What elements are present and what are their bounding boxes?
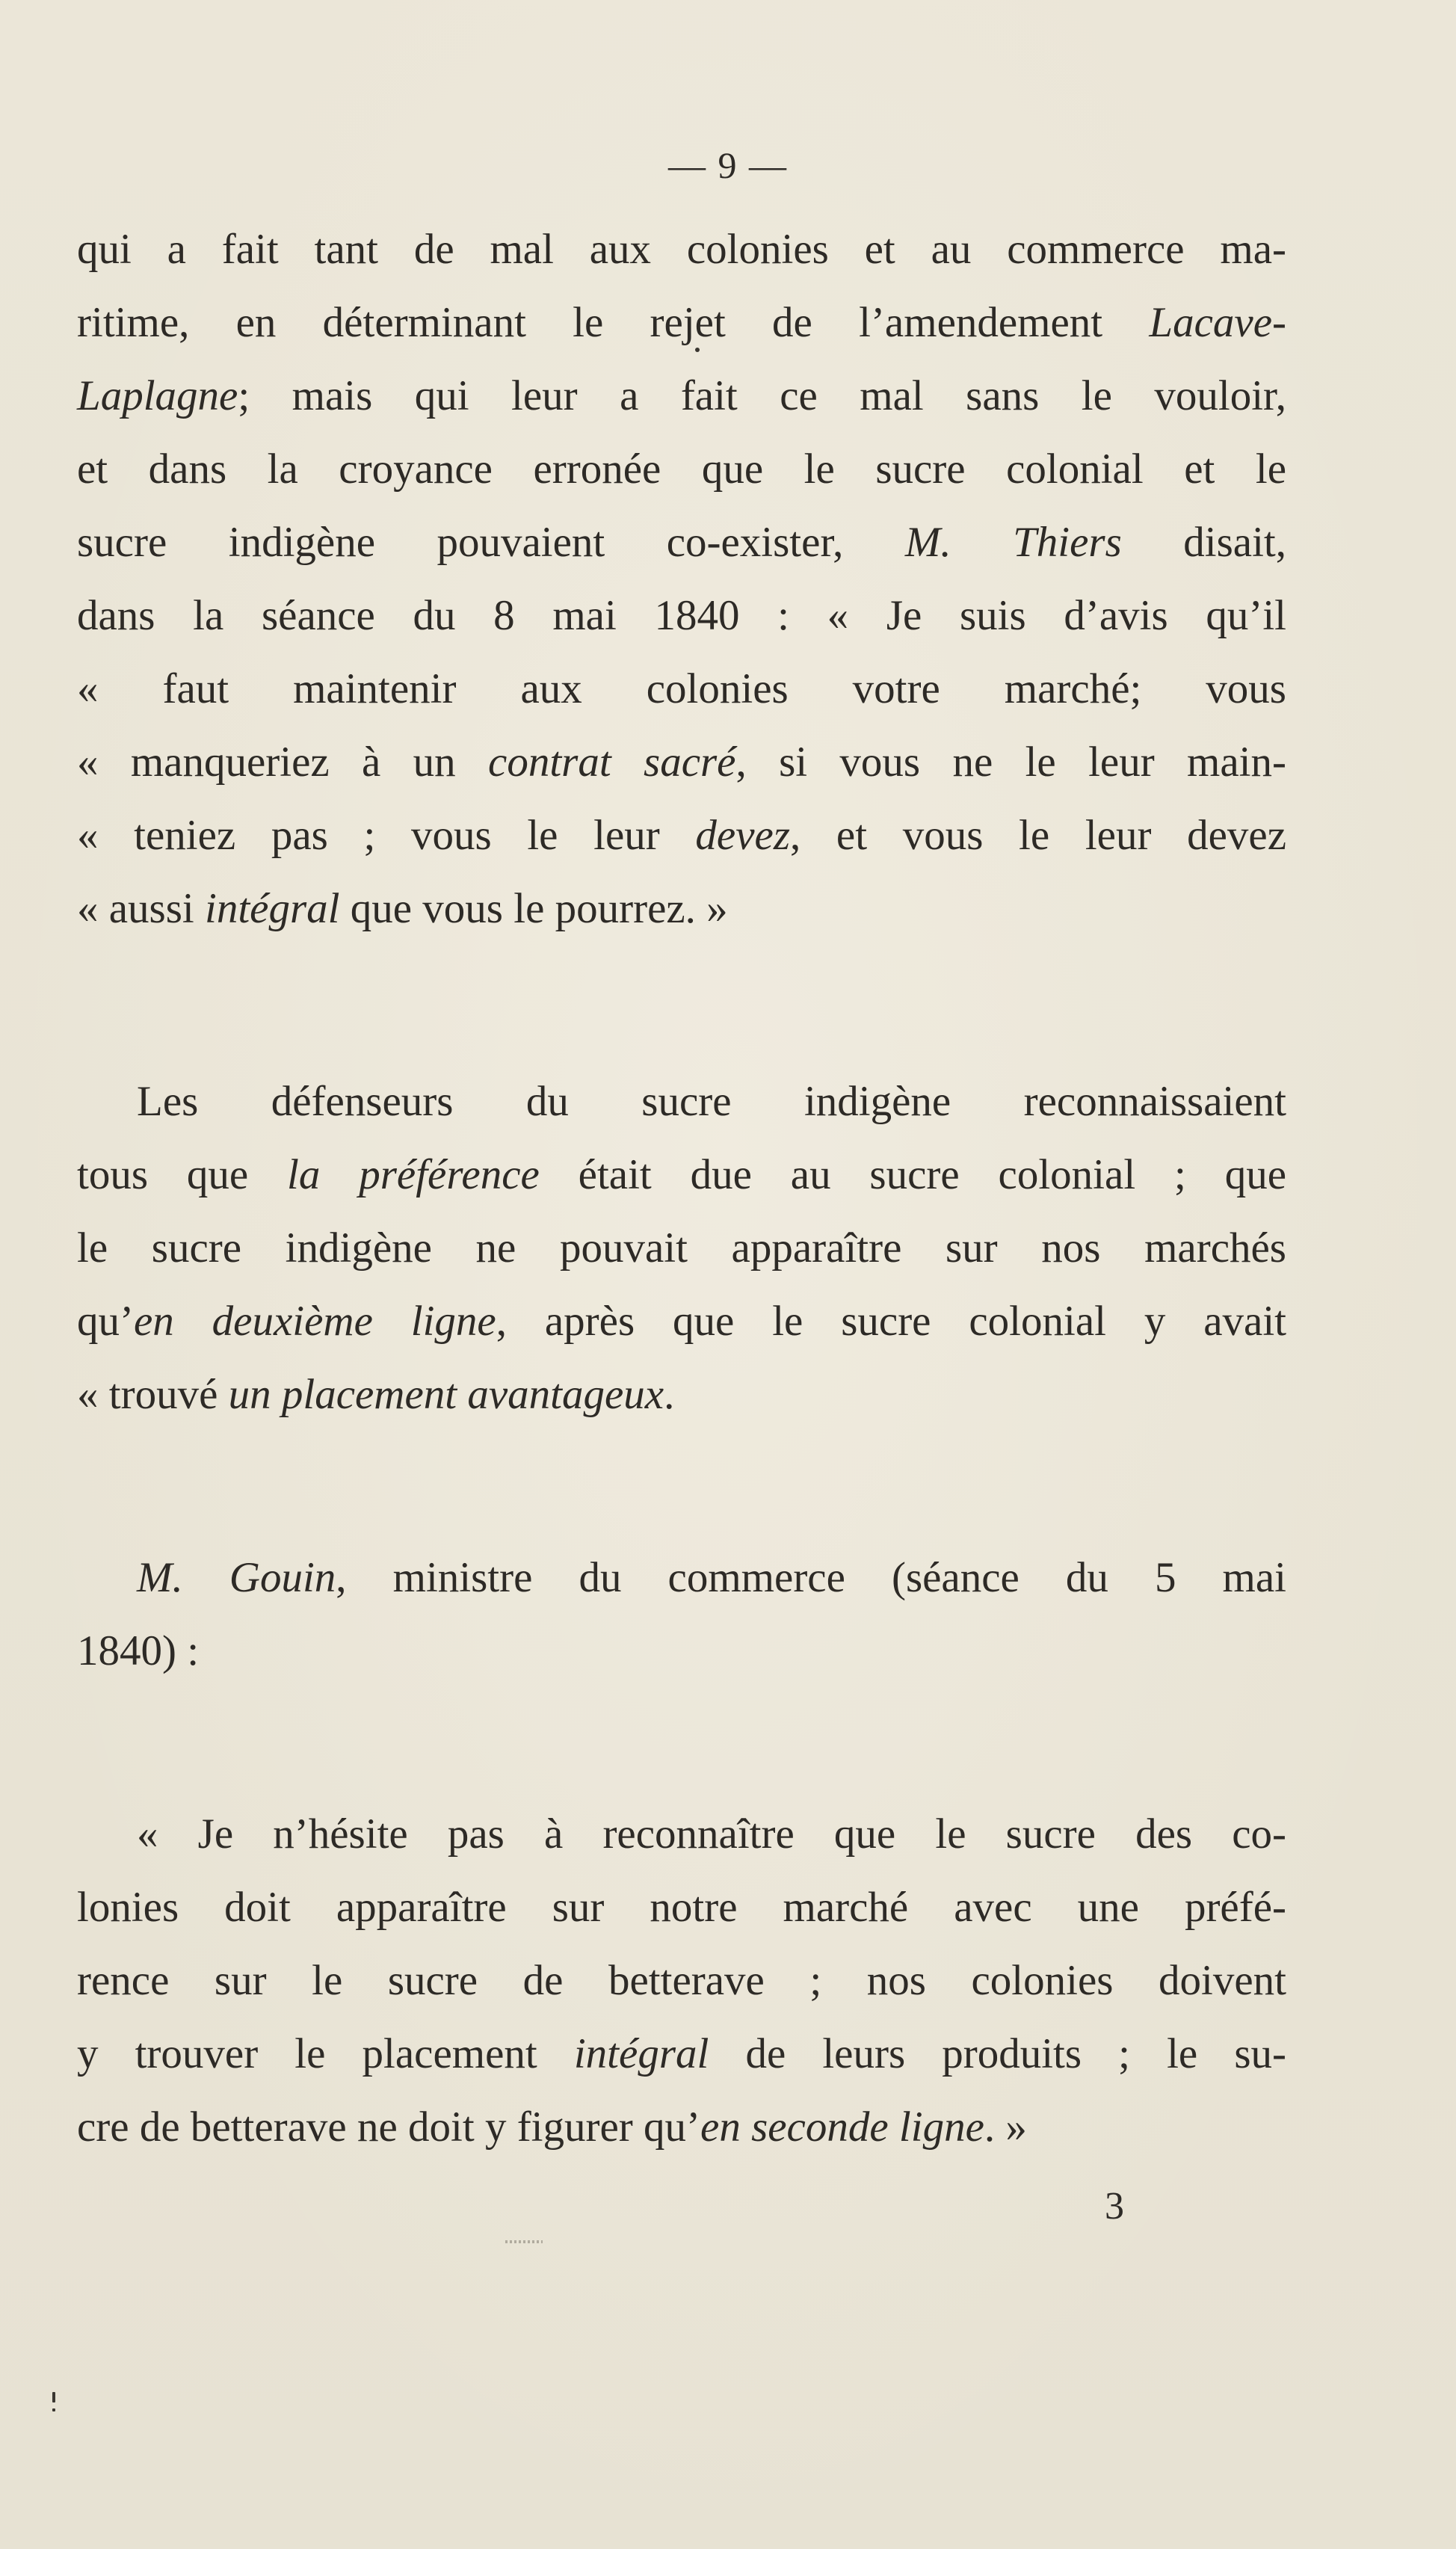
text-run: qu’ bbox=[77, 1298, 134, 1345]
text-line bbox=[77, 1871, 1286, 1944]
italic-run: un placement avantageux bbox=[228, 1371, 664, 1418]
text-line bbox=[77, 506, 1286, 579]
text-run: tous que bbox=[77, 1151, 288, 1198]
text-run: 1840) : bbox=[77, 1627, 200, 1674]
text-run: « aussi bbox=[77, 885, 205, 932]
text-run: disait, bbox=[1121, 519, 1286, 566]
text-line bbox=[77, 726, 1286, 799]
paragraph-gouin-intro bbox=[77, 1541, 1286, 1688]
italic-run: M. Gouin bbox=[137, 1554, 336, 1601]
text-line bbox=[77, 872, 1286, 946]
text-line bbox=[77, 1615, 1286, 1688]
italic-run: en seconde ligne bbox=[700, 2103, 984, 2151]
text-run: dans la séance du 8 mai 1840 : « Je suis d’avis qu’il bbox=[77, 592, 1286, 639]
italic-run: contrat sacré bbox=[488, 739, 736, 786]
text-run: lonies doit apparaître sur notre marché avec une préfé- bbox=[77, 1884, 1286, 1931]
text-run: , ministre du commerce (séance du 5 mai bbox=[336, 1554, 1286, 1601]
text-run: . bbox=[664, 1371, 675, 1418]
text-line bbox=[77, 433, 1286, 506]
page-number: — 9 — bbox=[668, 144, 788, 186]
italic-run: en deuxième ligne bbox=[133, 1298, 496, 1345]
ink-speck bbox=[695, 348, 700, 352]
text-line bbox=[77, 1285, 1286, 1358]
text-run: qui a fait tant de mal aux colonies et au commerce ma- bbox=[77, 226, 1286, 273]
italic-run: intégral bbox=[205, 885, 340, 932]
text-line bbox=[77, 1138, 1286, 1212]
text-line bbox=[77, 2091, 1286, 2164]
text-run: rence sur le sucre de betterave ; nos colonies doivent bbox=[77, 1957, 1286, 2004]
text-line bbox=[77, 1944, 1286, 2018]
text-line bbox=[77, 360, 1286, 433]
italic-run: intégral bbox=[573, 2030, 709, 2077]
italic-run: la préférence bbox=[287, 1151, 540, 1198]
text-run: , après que le sucre colonial y avait bbox=[496, 1298, 1287, 1345]
text-line bbox=[77, 799, 1286, 872]
italic-run: M. Thiers bbox=[904, 519, 1122, 566]
text-run: « manqueriez à un bbox=[77, 739, 489, 786]
text-line bbox=[77, 213, 1286, 286]
paragraph-thiers-quote bbox=[77, 213, 1286, 946]
ink-speck bbox=[52, 2408, 55, 2411]
text-line bbox=[77, 1358, 1286, 1431]
text-line bbox=[77, 1065, 1286, 1138]
text-run: « trouvé bbox=[77, 1371, 229, 1418]
ink-speck bbox=[52, 2392, 55, 2402]
printer-ornament bbox=[505, 2240, 543, 2243]
text-run: , et vous le leur devez bbox=[790, 812, 1287, 859]
text-line bbox=[77, 653, 1286, 726]
text-run: « Je n’hésite pas à reconnaître que le sucre des co- bbox=[137, 1810, 1286, 1858]
text-run: y trouver le placement bbox=[77, 2030, 574, 2077]
text-run: ritime, en déterminant le rejet de l’amendement bbox=[77, 299, 1150, 346]
text-run: Les défenseurs du sucre indigène reconnaissaient bbox=[137, 1078, 1286, 1125]
text-line bbox=[77, 286, 1286, 360]
text-line bbox=[77, 1798, 1286, 1871]
text-run: le sucre indigène ne pouvait apparaître sur nos marchés bbox=[77, 1224, 1286, 1272]
signature-mark: 3 bbox=[1105, 2185, 1124, 2228]
text-run: sucre indigène pouvaient co-exister, bbox=[77, 519, 905, 566]
italic-run: devez bbox=[695, 812, 791, 859]
text-run: cre de betterave ne doit y figurer qu’ bbox=[77, 2103, 701, 2151]
text-run: « teniez pas ; vous le leur bbox=[77, 812, 696, 859]
text-run: était due au sucre colonial ; que bbox=[539, 1151, 1286, 1198]
italic-run: Lacave- bbox=[1149, 299, 1286, 346]
text-run: ; mais qui leur a fait ce mal sans le vouloir, bbox=[238, 372, 1286, 419]
text-run: « faut maintenir aux colonies votre marché; vous bbox=[77, 665, 1286, 712]
text-run: , si vous ne le leur main- bbox=[735, 739, 1286, 786]
paragraph-defenders bbox=[77, 1065, 1286, 1431]
text-run: . » bbox=[984, 2103, 1027, 2151]
text-line bbox=[77, 1541, 1286, 1615]
paragraph-gouin-quote bbox=[77, 1798, 1286, 2164]
text-run: et dans la croyance erronée que le sucre colonial et le bbox=[77, 446, 1286, 493]
text-run: de leurs produits ; le su- bbox=[709, 2030, 1286, 2077]
italic-run: Laplagne bbox=[77, 372, 238, 419]
text-line bbox=[77, 1212, 1286, 1285]
text-run: que vous le pourrez. » bbox=[339, 885, 728, 932]
text-line bbox=[77, 579, 1286, 653]
text-line bbox=[77, 2018, 1286, 2091]
